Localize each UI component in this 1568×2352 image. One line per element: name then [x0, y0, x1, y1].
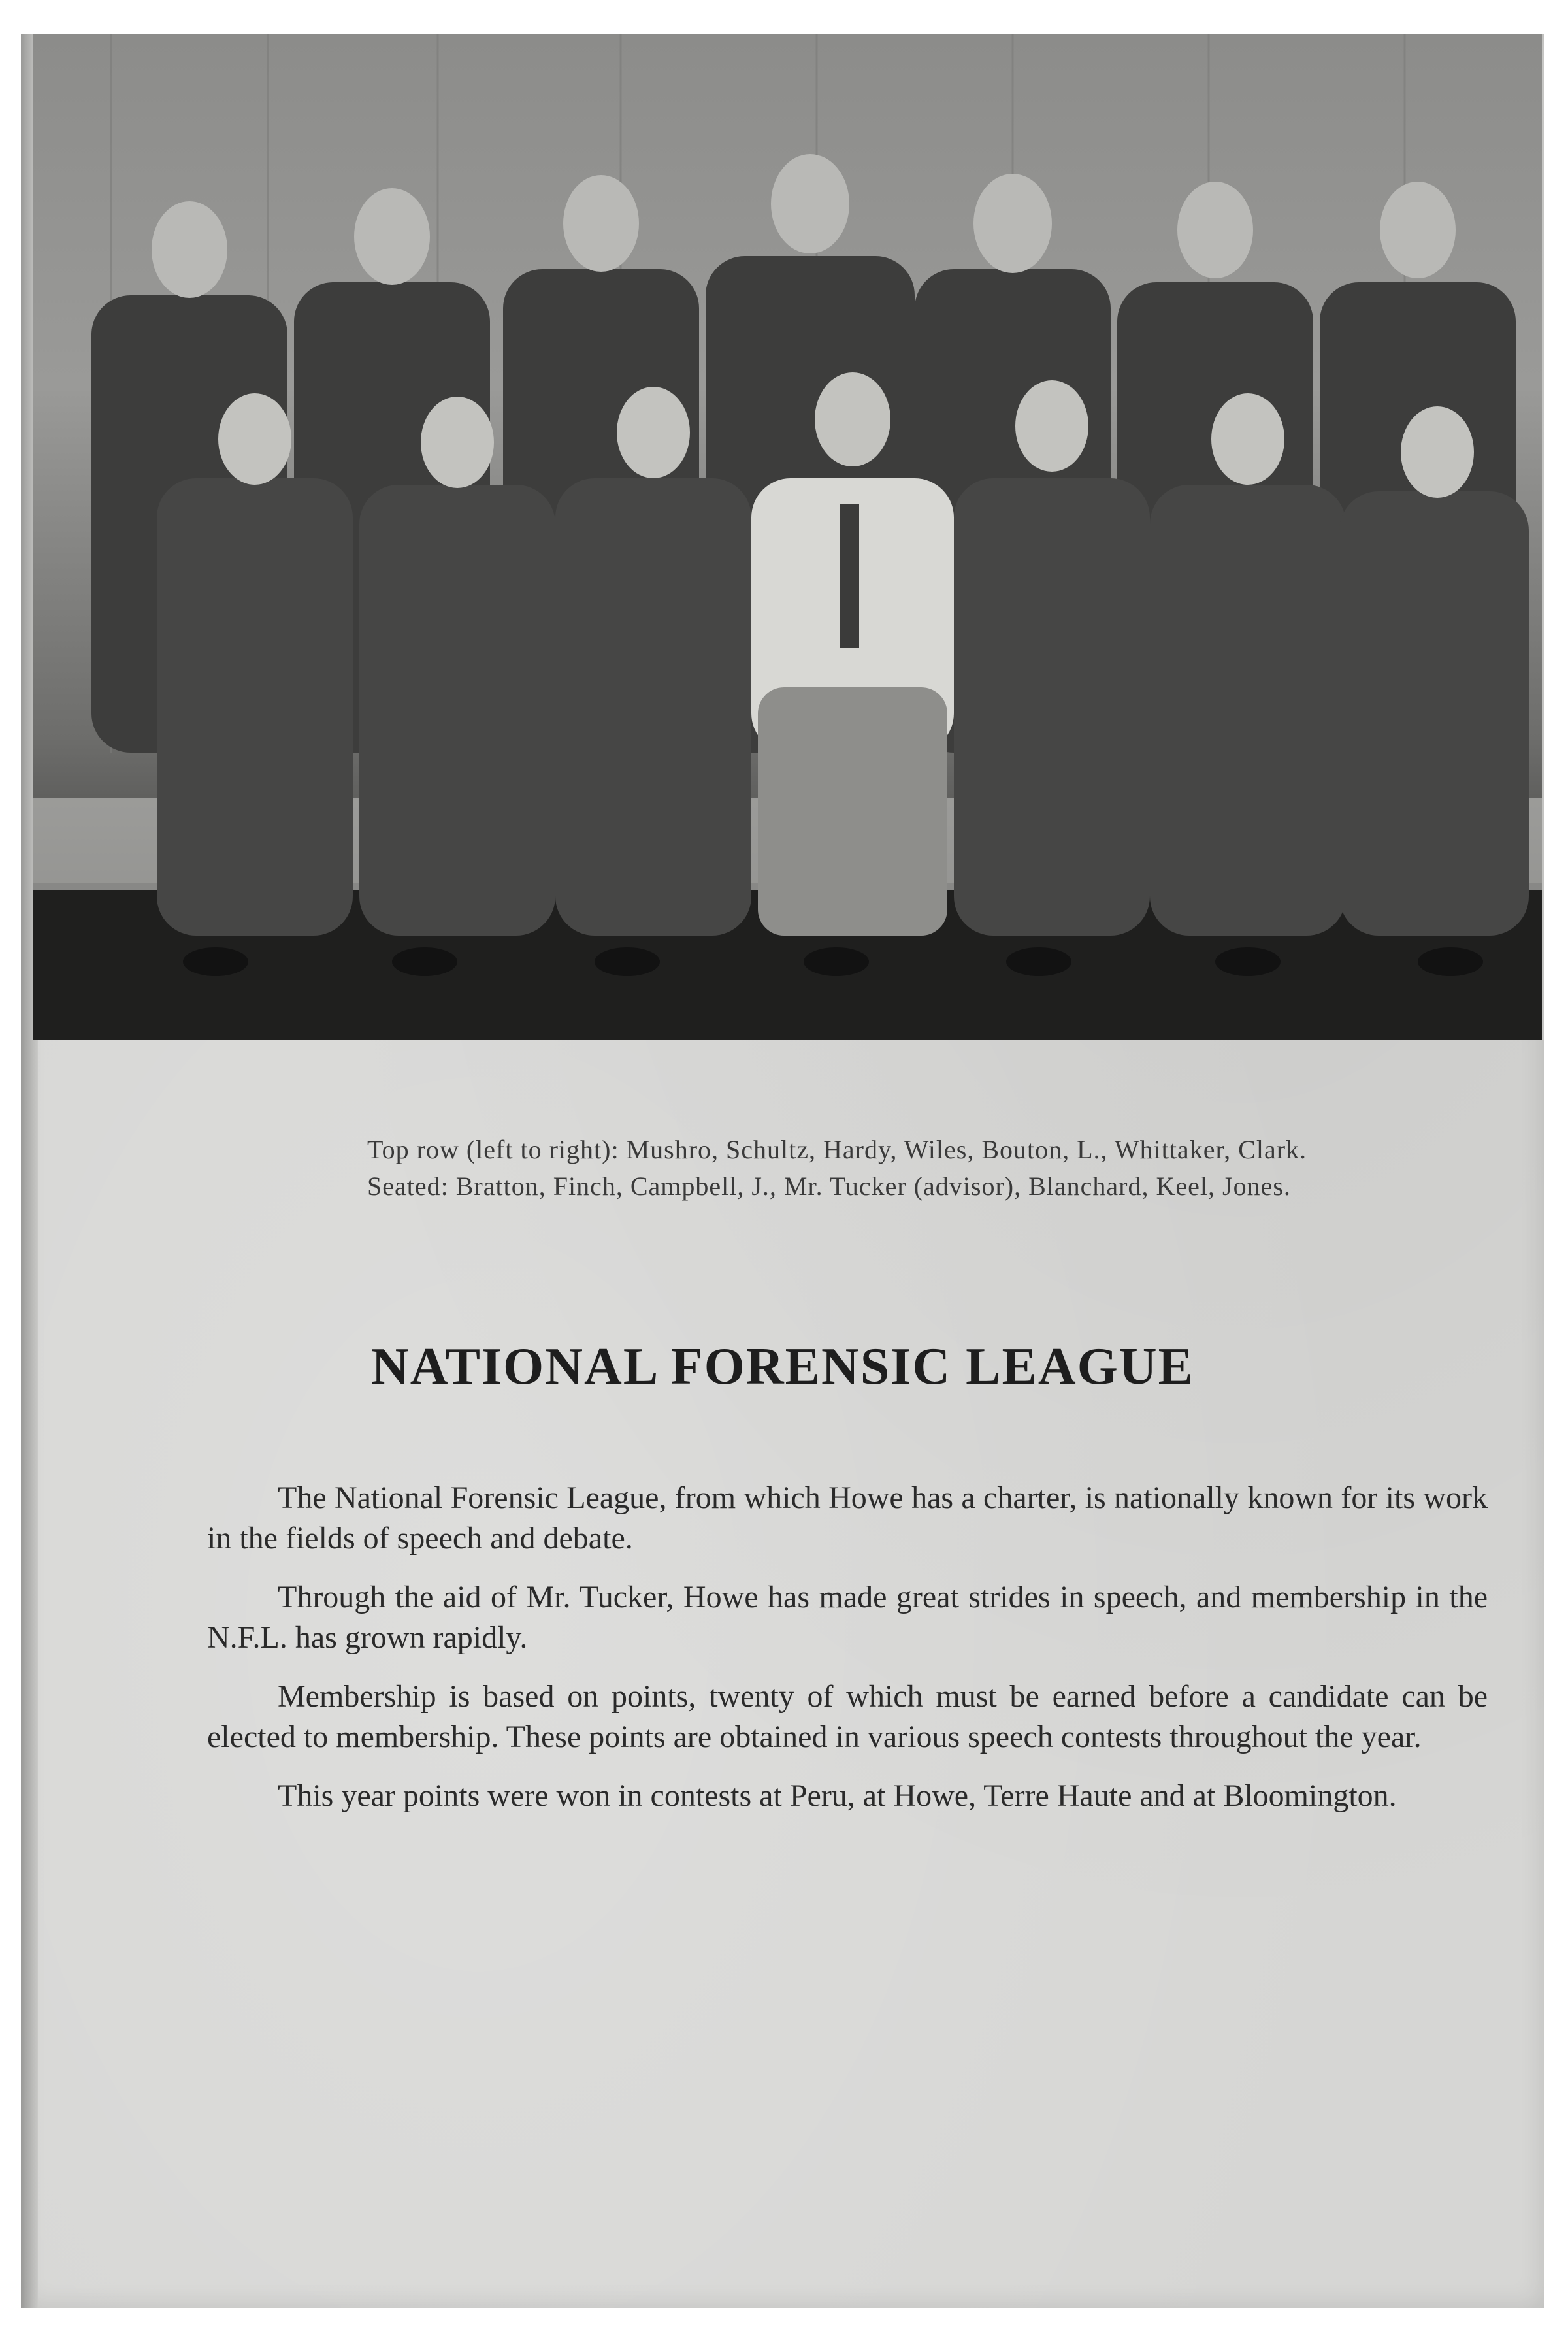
group-photo [33, 34, 1542, 1040]
paragraph: This year points were won in contests at Peru, at Howe, Terre Haute and at Bloomington. [278, 1778, 1397, 1813]
paragraph: The National Forensic League, from which Howe has a charter, is nationally known for its work in the fields of speech and debate. [207, 1480, 1488, 1556]
article-body [207, 1478, 1488, 1835]
photo-caption [328, 1132, 1373, 1205]
paragraph: Through the aid of Mr. Tucker, Howe has made great strides in speech, and membership in the N.F.L. has grown rapidly. [207, 1580, 1488, 1655]
caption-top-row-names: Mushro, Schultz, Hardy, Wiles, Bouton, L., Whittaker, Clark. [626, 1135, 1307, 1164]
caption-seated-label: Seated: [367, 1171, 449, 1201]
group-photo-icon [33, 34, 1542, 1040]
yearbook-page [21, 34, 1544, 2308]
caption-top-row-label: Top row (left to right): [367, 1135, 619, 1164]
page-title: NATIONAL FORENSIC LEAGUE [370, 1338, 1195, 1396]
paragraph: Membership is based on points, twenty of which must be earned before a candidate can be elected to membership. These points are obtained in various speech contests throughout the year. [207, 1679, 1488, 1754]
caption-seated-names: Bratton, Finch, Campbell, J., Mr. Tucker (advisor), Blanchard, Keel, Jones. [455, 1171, 1291, 1201]
